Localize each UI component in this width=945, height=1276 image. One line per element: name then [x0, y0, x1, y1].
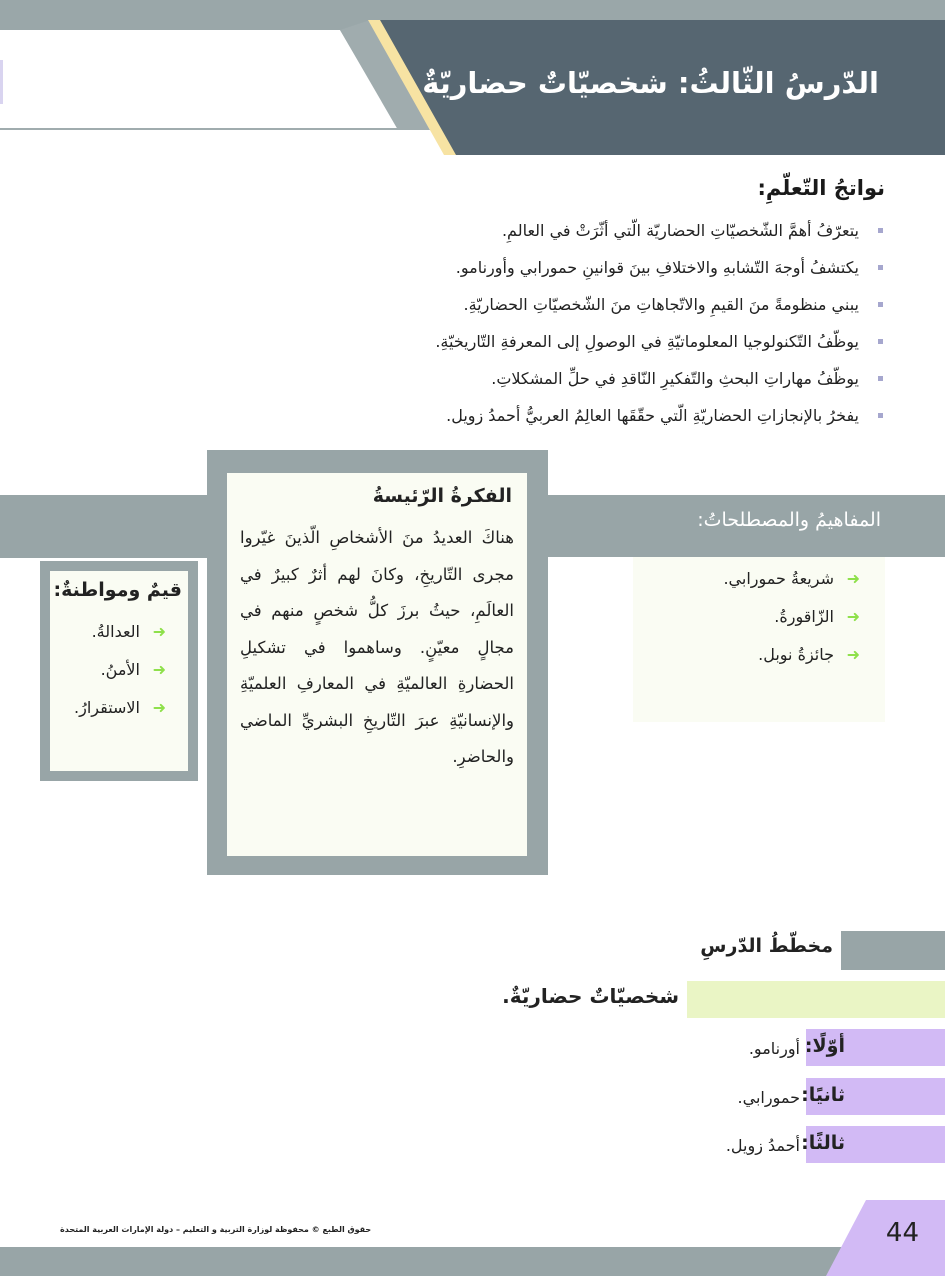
- value-item: [74, 695, 166, 733]
- values-heading: قيمٌ ومواطنةٌ:: [53, 579, 182, 601]
- square-bullet-icon: [878, 265, 883, 270]
- concept-item: [723, 566, 860, 604]
- outcome-item: [245, 292, 885, 329]
- plan-value: حمورابي.: [737, 1088, 800, 1107]
- outcome-text: يفخرُ بالإنجازاتِ الحضاريّةِ الّتي حقّقَها العالِمُ العربيُّ أحمدُ زويل.: [446, 406, 859, 425]
- square-bullet-icon: [878, 376, 883, 381]
- value-item: [74, 619, 166, 657]
- concepts-heading: المفاهيمُ والمصطلحاتُ:: [697, 509, 881, 531]
- value-text: الاستقرارُ.: [74, 698, 140, 717]
- header-left-accent: [0, 60, 3, 104]
- plan-value: أورنامو.: [748, 1039, 800, 1058]
- header-white-panel: [0, 30, 398, 128]
- square-bullet-icon: [878, 413, 883, 418]
- main-idea-body: هناكَ العديدُ منَ الأشخاصِ الّذينَ غيّروا مجرى التّاريخِ، وكانَ لهم أثرٌ كبيرٌ في العالَمِ، حيثُ برزَ كلُّ شخصٍ منهم في مجالٍ معيّنٍ. وساهموا في تشكيلِ الحضارةِ العالميّةِ في المعارفِ العلميّةِ والإنسانيّةِ عبرَ التّاريخِ البشريِّ الماضي والحاضرِ.: [240, 528, 514, 766]
- value-text: الأمنُ.: [100, 660, 140, 679]
- page-number: 44: [885, 1218, 919, 1248]
- plan-topic-bar: [687, 981, 945, 1018]
- outcome-text: يتعرّفُ أهمَّ الشّخصيّاتِ الحضاريّة الّتي أثّرَتْ في العالمِ.: [501, 221, 859, 240]
- lesson-title: الدّرسُ الثّالثُ: شخصيّاتٌ حضاريّةٌ: [422, 66, 879, 100]
- outcome-item: [245, 218, 885, 255]
- plan-label: ثالثًا:: [801, 1132, 845, 1154]
- outcome-item: [245, 329, 885, 366]
- plan-value: أحمدُ زويل.: [725, 1136, 800, 1155]
- square-bullet-icon: [878, 302, 883, 307]
- outcome-text: يكتشفُ أوجهَ التّشابهِ والاختلافِ بينَ قوانينِ حمورابي وأورنامو.: [455, 258, 859, 277]
- plan-label: أوّلًا:: [804, 1035, 845, 1057]
- footer-bar: [0, 1247, 945, 1276]
- main-idea-heading: الفكرةُ الرّئيسةُ: [372, 485, 512, 507]
- concept-text: الزّاقورةُ.: [774, 607, 834, 626]
- arrow-right-icon: ➜: [846, 645, 860, 664]
- value-text: العدالةُ.: [91, 622, 140, 641]
- values-list: [74, 619, 166, 733]
- concept-item: [723, 642, 860, 680]
- arrow-right-icon: ➜: [846, 569, 860, 588]
- concept-item: [723, 604, 860, 642]
- outcome-text: يوظّفُ مهاراتِ البحثِ والتّفكيرِ النّاقدِ في حلِّ المشكلاتِ.: [491, 369, 859, 388]
- outcome-item: [245, 403, 885, 440]
- plan-label: ثانيًا:: [801, 1084, 845, 1106]
- concept-text: جائزةُ نوبل.: [758, 645, 834, 664]
- arrow-right-icon: ➜: [152, 622, 166, 641]
- square-bullet-icon: [878, 339, 883, 344]
- arrow-right-icon: ➜: [152, 660, 166, 679]
- outcome-text: يبني منظومةً منَ القيمِ والاتّجاهاتِ منَ الشّخصيّاتِ الحضاريّةِ.: [463, 295, 859, 314]
- concepts-band-left: [0, 495, 207, 558]
- outcome-text: يوظّفُ التّكنولوجيا المعلوماتيّةِ في الوصولِ إلى المعرفةِ التّاريخيّةِ.: [435, 332, 859, 351]
- outcomes-heading: نواتجُ التّعلّمِ:: [757, 176, 885, 200]
- concept-text: شريعةُ حمورابي.: [723, 569, 834, 588]
- plan-heading-bar: [841, 931, 945, 970]
- concepts-list: [723, 566, 860, 680]
- plan-heading: مخطّطُ الدّرسِ: [700, 935, 833, 957]
- square-bullet-icon: [878, 228, 883, 233]
- value-item: [74, 657, 166, 695]
- outcome-item: [245, 255, 885, 292]
- plan-topic: شخصيّاتٌ حضاريّةٌ.: [502, 984, 679, 1008]
- copyright-notice: حقوق الطبع © محفوظة لوزارة التربية و التعليم – دولة الإمارات العربية المتحدة: [60, 1225, 372, 1234]
- arrow-right-icon: ➜: [846, 607, 860, 626]
- arrow-right-icon: ➜: [152, 698, 166, 717]
- outcomes-list: [245, 218, 885, 440]
- outcome-item: [245, 366, 885, 403]
